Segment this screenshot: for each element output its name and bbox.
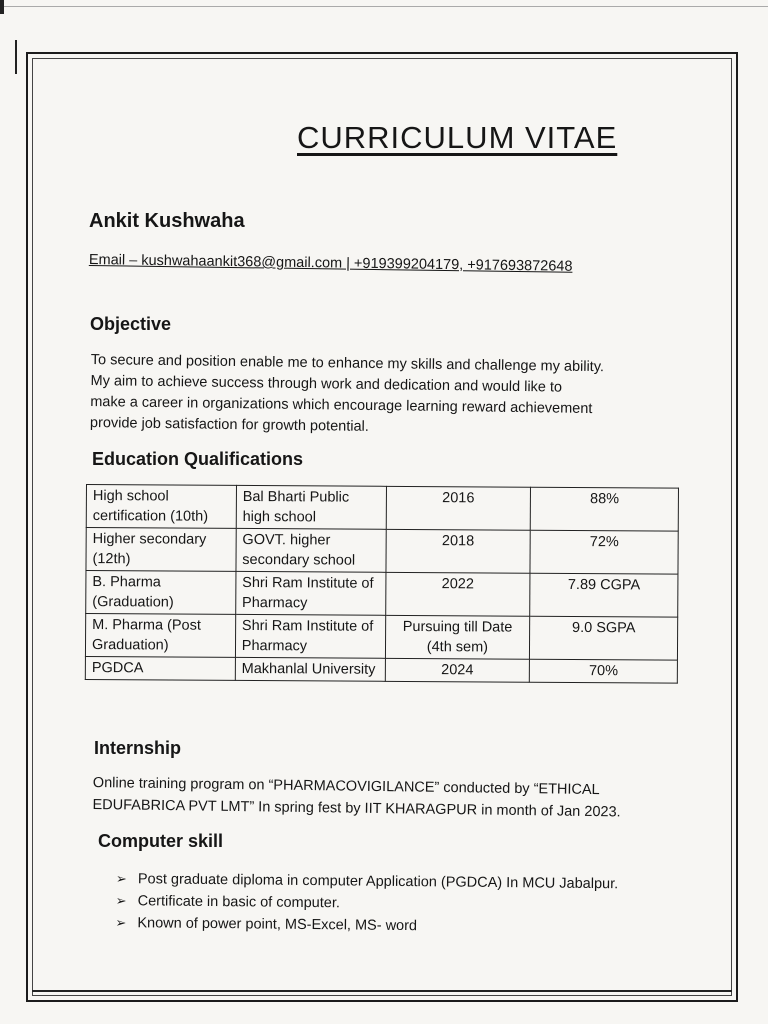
computer-skill-heading: Computer skill	[98, 831, 224, 851]
table-row	[85, 656, 677, 683]
list-item: ➢ Known of power point, MS-Excel, MS- word	[115, 912, 618, 939]
year-cell: 2018	[386, 529, 531, 573]
education-heading: Education Qualifications	[92, 449, 304, 469]
table-row	[86, 571, 678, 618]
year-cell: 2016	[386, 486, 531, 530]
score-cell: 9.0 SGPA	[530, 616, 678, 660]
left-edge-mark	[15, 40, 17, 74]
objective-line: To secure and position enable me to enhance my skills and challenge my ability.	[90, 351, 605, 376]
qualification-cell: Higher secondary (12th)	[86, 528, 236, 572]
score-cell: 88%	[531, 487, 679, 531]
contact-line: Email – kushwahaankit368@gmail.com | +919399204179, +917693872648	[88, 252, 573, 275]
score-cell: 72%	[530, 530, 678, 574]
objective-line: make a career in organizations which encourage learning reward achievement	[90, 393, 593, 418]
year-cell: 2022	[385, 572, 530, 616]
top-edge-mark	[0, 0, 4, 14]
table-row	[86, 485, 678, 532]
qualification-cell: M. Pharma (Post Graduation)	[85, 614, 235, 658]
candidate-name: Ankit Kushwaha	[89, 210, 245, 232]
list-item: ➢ Certificate in basic of computer.	[116, 890, 619, 917]
institute-cell: Bal Bharti Public high school	[236, 485, 386, 529]
arrow-bullet-icon: ➢	[115, 892, 127, 909]
qualification-cell: High school certification (10th)	[86, 485, 236, 529]
computer-skill-list	[115, 868, 618, 939]
document-title: CURRICULUM VITAE	[297, 120, 618, 155]
objective-heading: Objective	[90, 314, 172, 334]
year-cell: Pursuing till Date (4th sem)	[385, 615, 530, 659]
list-item: ➢ Post graduate diploma in computer Application (PGDCA) In MCU Jabalpur.	[116, 868, 619, 895]
top-edge-line	[0, 6, 768, 7]
objective-line: My aim to achieve success through work and dedication and would like to	[90, 372, 563, 396]
institute-cell: Shri Ram Institute of Pharmacy	[235, 614, 385, 658]
internship-line: EDUFABRICA PVT LMT” In spring fest by IIT KHARAGPUR in month of Jan 2023.	[92, 796, 621, 821]
institute-cell: Makhanlal University	[235, 657, 385, 681]
internship-heading: Internship	[94, 738, 182, 758]
institute-cell: Shri Ram Institute of Pharmacy	[236, 571, 386, 615]
page-border-bottom	[32, 990, 732, 992]
qualification-cell: B. Pharma (Graduation)	[86, 571, 236, 615]
year-cell: 2024	[385, 658, 530, 682]
objective-text	[90, 350, 681, 442]
qualification-cell: PGDCA	[85, 656, 235, 680]
score-cell: 70%	[530, 659, 678, 683]
internship-line: Online training program on “PHARMACOVIGILANCE” conducted by “ETHICAL	[92, 774, 600, 799]
institute-cell: GOVT. higher secondary school	[236, 528, 386, 572]
table-row	[86, 528, 678, 575]
score-cell: 7.89 CGPA	[530, 573, 678, 617]
education-table	[85, 484, 679, 684]
arrow-bullet-icon: ➢	[115, 914, 127, 931]
internship-text	[92, 772, 673, 824]
table-row	[85, 614, 677, 661]
arrow-bullet-icon: ➢	[115, 870, 127, 887]
objective-line: provide job satisfaction for growth potential.	[89, 414, 369, 435]
